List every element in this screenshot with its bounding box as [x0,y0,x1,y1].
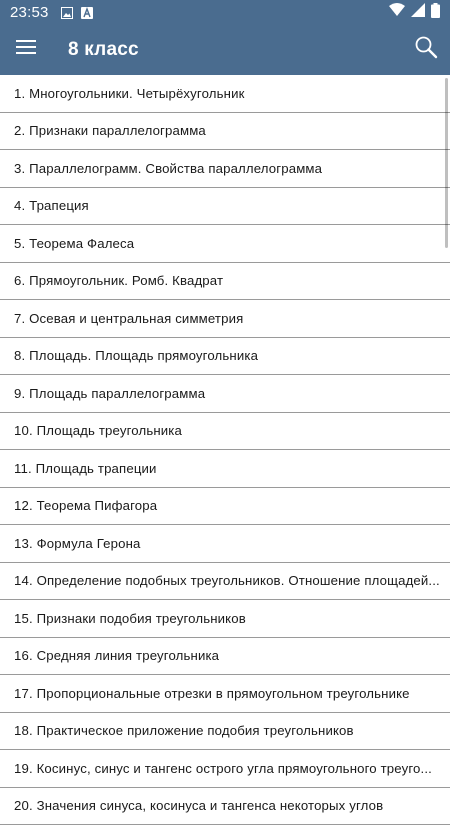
list-item[interactable] [0,338,450,376]
list-item-label: 13. Формула Герона [14,536,140,551]
list-item[interactable] [0,188,450,226]
list-scrollbar[interactable] [445,78,448,248]
list-item-label: 11. Площадь трапеции [14,461,157,476]
page-title: 8 класс [68,39,139,61]
list-item-label: 8. Площадь. Площадь прямоугольника [14,348,258,363]
image-icon [61,6,73,18]
list-item-label: 1. Многоугольники. Четырёхугольник [14,86,245,101]
topics-list[interactable] [0,75,450,825]
list-item-label: 2. Признаки параллелограмма [14,123,206,138]
list-item[interactable] [0,600,450,638]
list-item[interactable] [0,450,450,488]
list-item[interactable] [0,150,450,188]
a-icon [81,6,93,18]
list-item-label: 3. Параллелограмм. Свойства параллелограмма [14,161,322,176]
wifi-icon [389,3,405,21]
list-item-label: 7. Осевая и центральная симметрия [14,311,243,326]
app-toolbar [0,24,450,75]
list-item[interactable] [0,488,450,526]
list-item[interactable] [0,563,450,601]
list-item[interactable] [0,75,450,113]
list-item-label: 20. Значения синуса, косинуса и тангенса некоторых углов [14,798,383,813]
list-item[interactable] [0,713,450,751]
list-item-label: 16. Средняя линия треугольника [14,648,219,663]
list-item-label: 4. Трапеция [14,198,89,213]
list-item-label: 5. Теорема Фалеса [14,236,134,251]
status-right-icons [389,3,440,22]
list-item-label: 9. Площадь параллелограмма [14,386,205,401]
search-button[interactable] [402,24,450,75]
list-item-label: 19. Косинус, синус и тангенс острого угла прямоугольного треуго... [14,761,432,776]
list-item[interactable] [0,413,450,451]
list-item[interactable] [0,113,450,151]
list-item-label: 6. Прямоугольник. Ромб. Квадрат [14,273,223,288]
list-item[interactable] [0,675,450,713]
signal-icon [411,3,425,21]
list-item-label: 17. Пропорциональные отрезки в прямоугольном треугольнике [14,686,410,701]
list-item[interactable] [0,638,450,676]
hamburger-icon [16,39,36,60]
list-item[interactable] [0,225,450,263]
list-item[interactable] [0,788,450,825]
search-icon [414,35,438,64]
list-item[interactable] [0,750,450,788]
list-item[interactable] [0,525,450,563]
list-item-label: 15. Признаки подобия треугольников [14,611,246,626]
list-item-label: 18. Практическое приложение подобия треугольников [14,723,354,738]
list-item-label: 12. Теорема Пифагора [14,498,157,513]
status-time: 23:53 [10,4,49,21]
list-item[interactable] [0,263,450,301]
list-item-label: 10. Площадь треугольника [14,423,182,438]
list-item-label: 14. Определение подобных треугольников. Отношение площадей... [14,573,440,588]
status-bar [0,0,450,24]
list-item[interactable] [0,300,450,338]
battery-icon [431,3,440,22]
list-item[interactable] [0,375,450,413]
menu-button[interactable] [0,24,52,75]
